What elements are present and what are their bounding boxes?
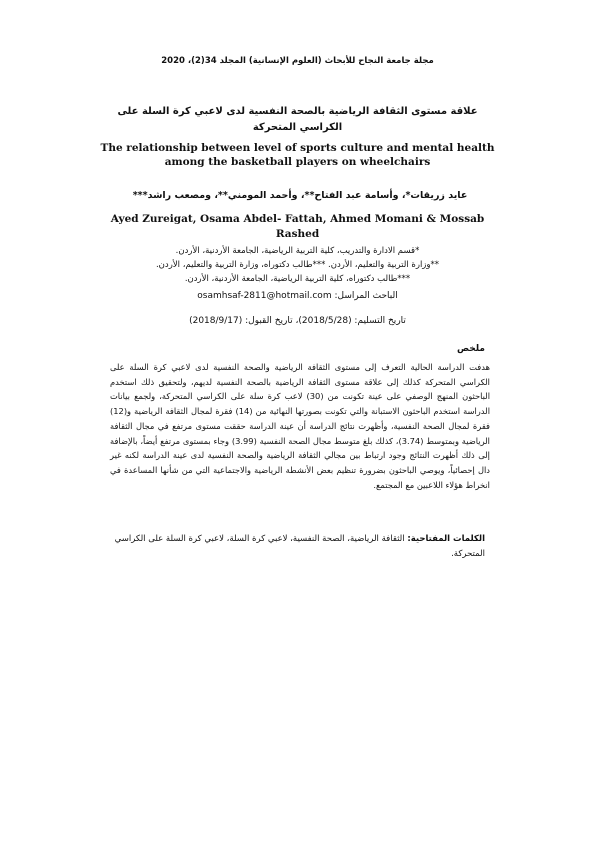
- authors-english: Ayed Zureigat, Osama Abdel- Fattah, Ahmed Momani & Mossab Rashed: [110, 213, 485, 240]
- email-address[interactable]: osamhsaf-2811@hotmail.com: [197, 291, 332, 301]
- submission-dates: تاريخ التسليم: (2018/5/28)، تاريخ القبول: (2018/9/17): [189, 316, 406, 326]
- keywords: [110, 532, 485, 562]
- authors-arabic: عايد زريقات*، وأسامة عبد الفتاح**، وأحمد المومني**، ومصعب راشد***: [132, 190, 468, 201]
- email-label: الباحث المراسل:: [334, 291, 398, 301]
- journal-header: مجلة جامعة النجاح للأبحاث (العلوم الإنسانية) المجلد 34(2)، 2020: [161, 56, 434, 66]
- affiliation-3: ***طالب دكتوراه، كلية التربية الرياضية، الجامعة الأردنية، الأردن.: [184, 274, 411, 284]
- keywords-label: الكلمات المفتاحية:: [407, 534, 485, 544]
- affiliation-2: **وزارة التربية والتعليم، الأردن. ***طالب دكتوراه، وزارة التربية والتعليم، الأردن.: [155, 260, 440, 270]
- abstract-heading: ملخص: [456, 344, 485, 354]
- affiliation-1: *قسم الادارة والتدريب، كلية التربية الرياضية، الجامعة الأردنية، الأردن.: [175, 246, 420, 256]
- title-english: The relationship between level of sports culture and mental health among the basketball players on wheelchairs: [100, 142, 495, 168]
- abstract-body: هدفت الدراسة الحالية التعرف إلى مستوى الثقافة الرياضية والصحة النفسية لدى لاعبي كرة السلة على الكراسي المتحركة كذلك إلى علاقة مستوى الثقافة الرياضية بالصحة النفسية لديهم، ولتحقيق ذلك استخدم الباحثون المنهج الوصفي على عينة تكونت من (30) لاعب كرة سلة على الكراسي المتحركة، ولجمع بيانات الدراسة استخدم الباحثون الاستبانة والتي تكونت بصورتها النهائية من (14) فقرة لمجال الثقافة الرياضية و(12) فقرة لمجال الصحة النفسية، وأظهرت نتائج الدراسة أن عينة الدراسة حققت مستوى مرتفع في مجال الثقافة الرياضية وبمتوسط (3.74)، كذلك بلغ متوسط مجال الصحة النفسية (3.99) وجاء بمستوى مرتفع أيضاً، بالإضافة إلى ذلك أظهرت النتائج وجود ارتباط بين مجالي الثقافة الرياضية والصحة النفسية لدى عينة الدراسة لكنه غير دال إحصائياً، ويوصي الباحثون بضرورة تنظيم بعض الأنشطة الرياضية والاجتماعية التي من شأنها المساعدة في انخراط هؤلاء اللاعبين مع المجتمع.: [110, 362, 491, 490]
- keywords-text: الثقافة الرياضية، الصحة النفسية، لاعبي كرة السلة، لاعبي كرة السلة على الكراسي المتحركة.: [114, 534, 485, 559]
- corresponding-author: [0, 291, 595, 301]
- title-arabic: علاقة مستوى الثقافة الرياضية بالصحة النفسية لدى لاعبي كرة السلة على الكراسي المتحركة: [117, 106, 478, 133]
